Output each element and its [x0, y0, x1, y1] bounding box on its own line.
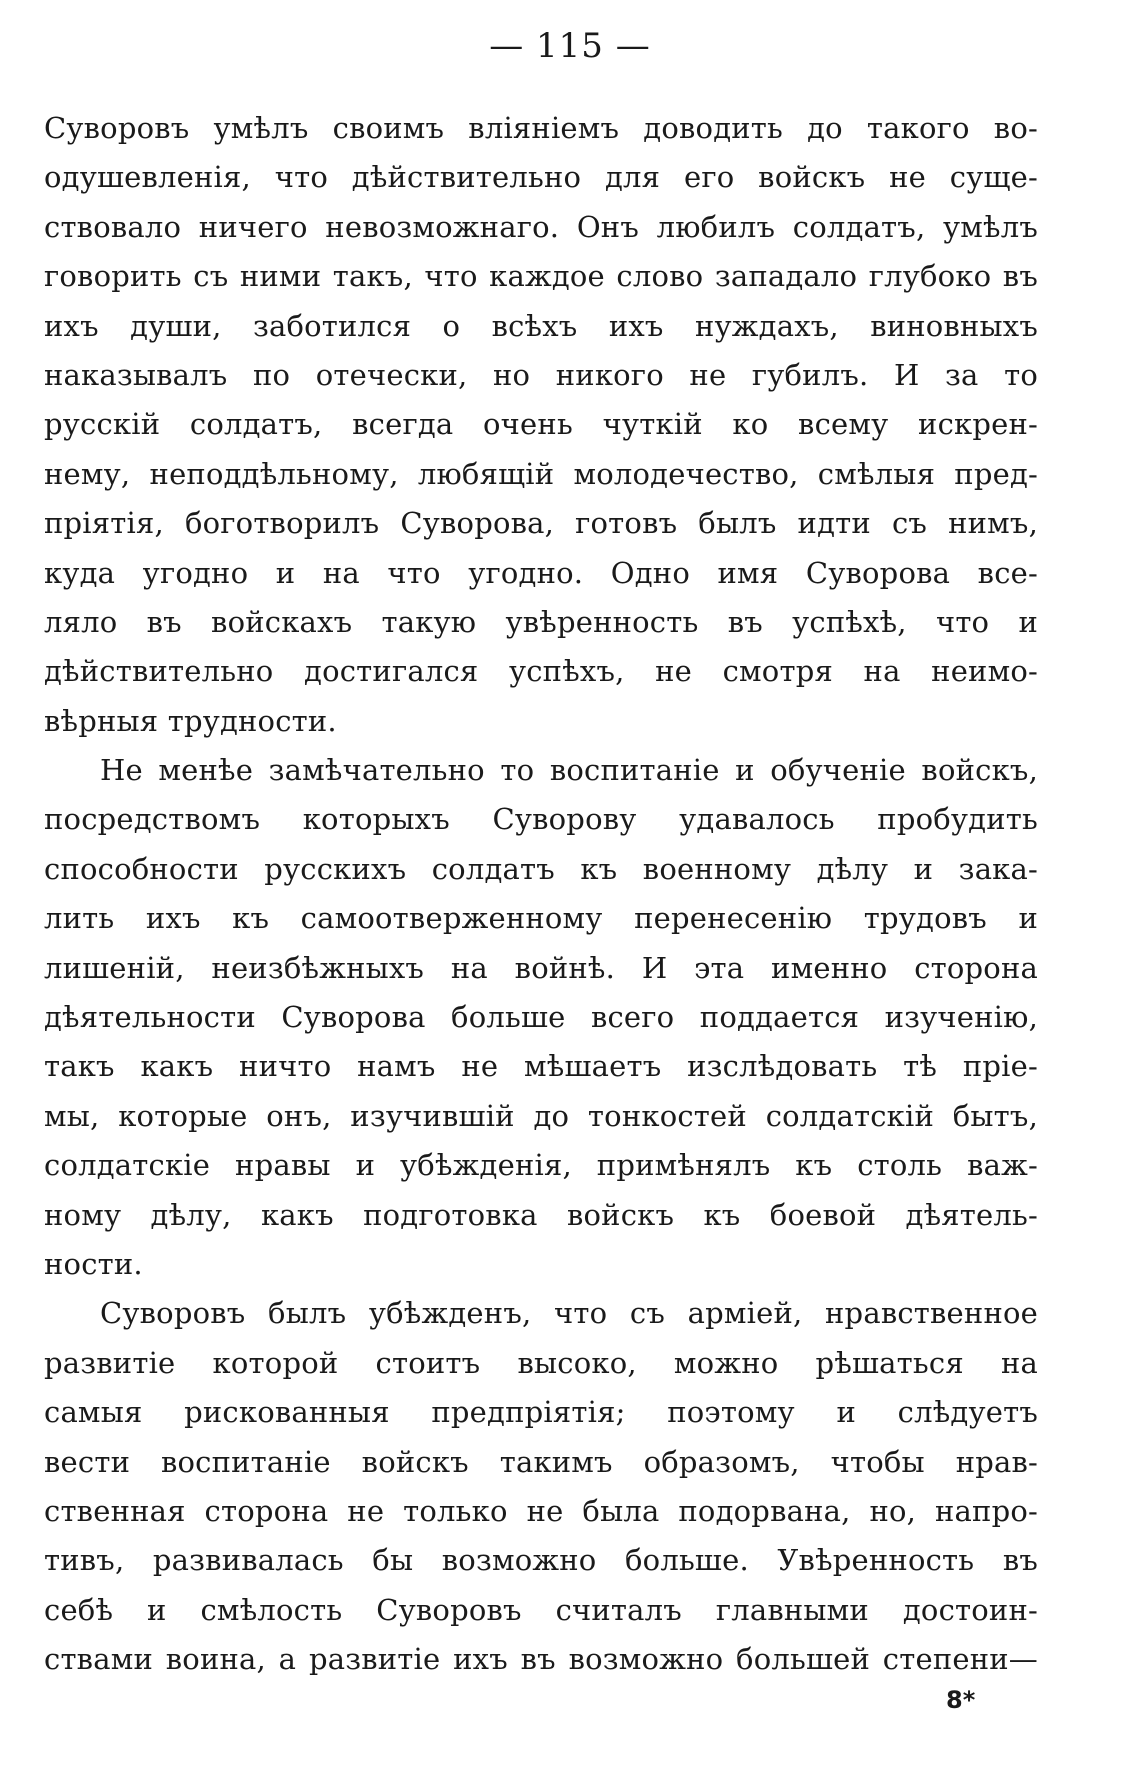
text-line: солдатскіе нравы и убѣжденія, примѣнялъ къ столь важ- — [44, 1148, 1038, 1183]
paragraph-1 — [44, 104, 1038, 746]
text-line: посредствомъ которыхъ Суворову удавалось пробудить — [44, 802, 1038, 837]
text-line: Суворовъ умѣлъ своимъ вліяніемъ доводить до такого во- — [44, 111, 1038, 145]
text-line: говорить съ ними такъ, что каждое слово западало глубоко въ — [44, 259, 1038, 294]
text-line: способности русскихъ солдатъ къ военному дѣлу и зака- — [44, 851, 1038, 886]
text-line: ному дѣлу, какъ подготовка войскъ къ боевой дѣятель- — [44, 1197, 1038, 1232]
text-line: вести воспитаніе войскъ такимъ образомъ, чтобы нрав- — [44, 1444, 1038, 1479]
text-line: ляло въ войскахъ такую увѣренность въ успѣхѣ, что и — [44, 604, 1038, 639]
text-line: ности. — [44, 1246, 143, 1281]
page-number: — 115 — — [489, 26, 651, 66]
text-line: русскій солдатъ, всегда очень чуткій ко всему искрен- — [44, 407, 1038, 442]
text-line: нему, неподдѣльному, любящій молодечество, смѣлыя пред- — [44, 456, 1038, 491]
text-line: Суворовъ былъ убѣжденъ, что съ арміей, нравственное — [100, 1296, 1038, 1331]
signature-mark: 8* — [946, 1686, 976, 1714]
text-line: Не менѣе замѣчательно то воспитаніе и обученіе войскъ, — [100, 753, 1038, 788]
paragraph-2 — [44, 746, 1038, 1289]
text-line: куда угодно и на что угодно. Одно имя Суворова все- — [44, 555, 1038, 590]
text-line: дѣятельности Суворова больше всего поддается изученію, — [44, 1000, 1038, 1035]
text-line: пріятія, боготворилъ Суворова, готовъ былъ идти съ нимъ, — [44, 506, 1038, 541]
text-line: ствовало ничего невозможнаго. Онъ любилъ солдатъ, умѣлъ — [44, 209, 1038, 244]
text-line: тивъ, развивалась бы возможно больше. Увѣренность въ — [44, 1543, 1038, 1578]
text-line: наказывалъ по отечески, но никого не губилъ. И за то — [44, 357, 1038, 392]
text-line: одушевленія, что дѣйствительно для его войскъ не суще- — [44, 160, 1038, 195]
text-line: вѣрныя трудности. — [44, 703, 337, 738]
paragraph-3 — [44, 1289, 1038, 1684]
body-text — [44, 104, 1038, 1685]
text-line: такъ какъ ничто намъ не мѣшаетъ изслѣдовать тѣ пріе- — [44, 1049, 1038, 1084]
text-line: себѣ и смѣлость Суворовъ считалъ главными достоин- — [44, 1592, 1038, 1627]
text-line: развитіе которой стоитъ высоко, можно рѣшаться на — [44, 1345, 1038, 1380]
text-line: ственная сторона не только не была подорвана, но, напро- — [44, 1493, 1038, 1528]
text-line: лишеній, неизбѣжныхъ на войнѣ. И эта именно сторона — [44, 950, 1038, 985]
text-line: самыя рискованныя предпріятія; поэтому и слѣдуетъ — [44, 1395, 1038, 1430]
text-line: лить ихъ къ самоотверженному перенесенію трудовъ и — [44, 901, 1038, 936]
text-line: дѣйствительно достигался успѣхъ, не смотря на неимо- — [44, 654, 1038, 689]
text-line: ствами воина, а развитіе ихъ въ возможно большей степени— — [44, 1642, 1038, 1677]
text-line: мы, которые онъ, изучившій до тонкостей солдатскій бытъ, — [44, 1098, 1038, 1133]
text-line: ихъ души, заботился о всѣхъ ихъ нуждахъ, виновныхъ — [44, 308, 1038, 343]
